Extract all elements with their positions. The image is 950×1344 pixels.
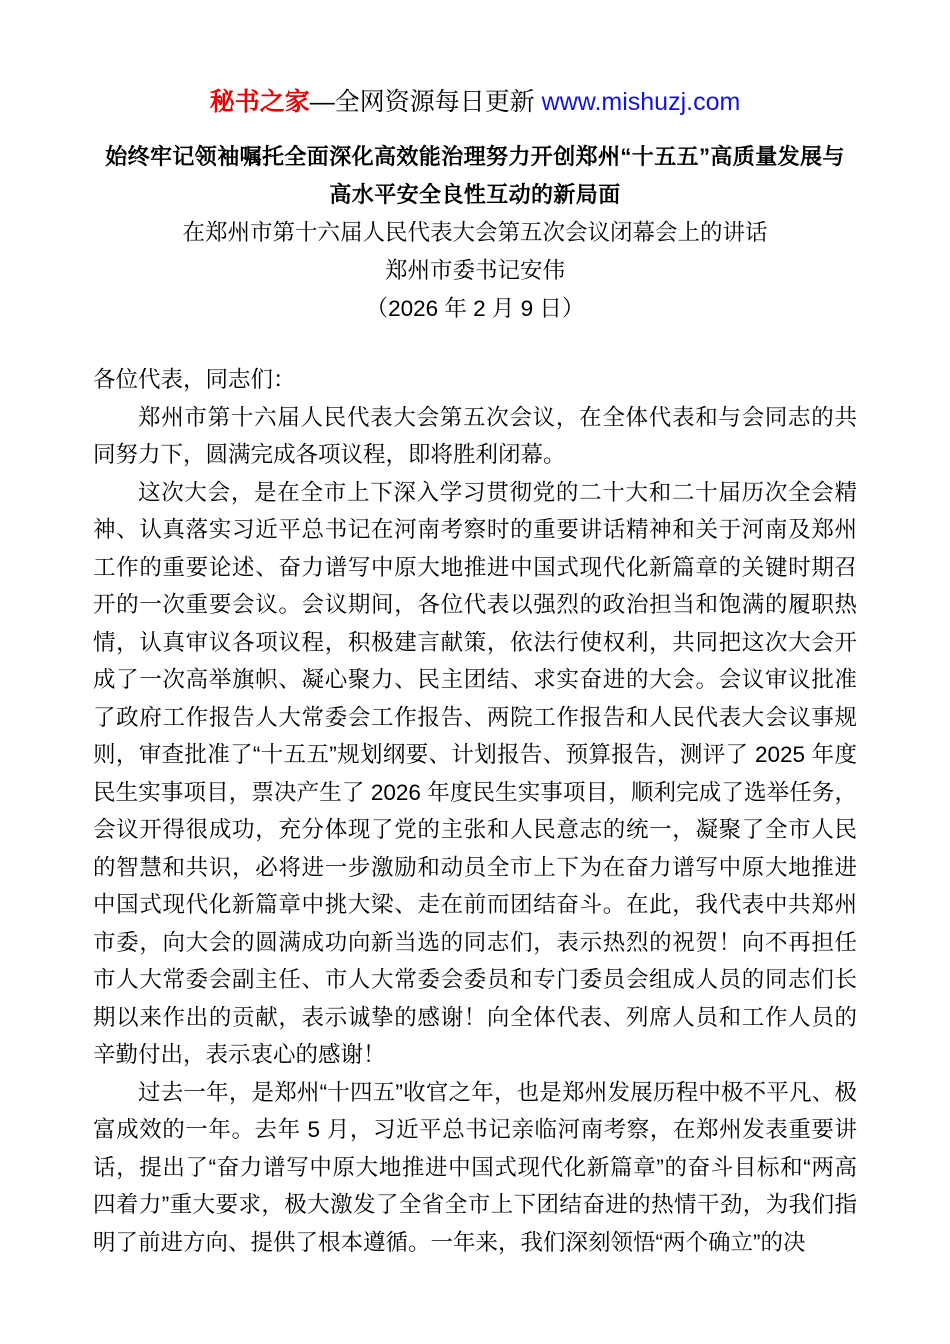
- site-brand: 秘书之家: [209, 88, 310, 116]
- document-body: [93, 361, 857, 1261]
- document-subtitle: 在郑州市第十六届人民代表大会第五次会议闭幕会上的讲话: [182, 220, 768, 245]
- document-date: （2026 年 2 月 9 日）: [365, 296, 585, 321]
- document-title-line-1: 始终牢记领袖嘱托全面深化高效能治理努力开创郑州“十五五”高质量发展与: [105, 144, 845, 169]
- site-url-link[interactable]: www.mishuzj.com: [541, 88, 741, 116]
- body-paragraph-1: 郑州市第十六届人民代表大会第五次会议，在全体代表和与会同志的共同努力下，圆满完成各项议程，即将胜利闭幕。: [93, 404, 857, 467]
- body-paragraph-2: 这次大会，是在全市上下深入学习贯彻党的二十大和二十届历次全会精神、认真落实习近平总书记在河南考察时的重要讲话精神和关于河南及郑州工作的重要论述、奋力谱写中原大地推进中国式现代化新篇章的关键时期召开的一次重要会议。会议期间，各位代表以强烈的政治担当和饱满的履职热情，认真审议各项议程，积极建言献策，依法行使权利，共同把这次大会开成了一次高举旗帜、凝心聚力、民主团结、求实奋进的大会。会议审议批准了政府工作报告人大常委会工作报告、两院工作报告和人民代表大会议事规则，审查批准了“十五五”规划纲要、计划报告、预算报告，测评了 2025 年度民生实事项目，票决产生了 2026 年度民生实事项目，顺利完成了选举任务，会议开得很成功，充分体现了党的主张和人民意志的统一，凝聚了全市人民的智慧和共识，必将进一步激励和动员全市上下为在奋力谱写中原大地推进中国式现代化新篇章中挑大梁、走在前而团结奋斗。在此，我代表中共郑州市委，向大会的圆满成功向新当选的同志们，表示热烈的祝贺！向不再担任市人大常委会副主任、市人大常委会委员和专门委员会组成人员的同志们长期以来作出的贡献，表示诚挚的感谢！向全体代表、列席人员和工作人员的辛勤付出，表示衷心的感谢！: [93, 479, 857, 1067]
- document-author: 郑州市委书记安伟: [384, 258, 565, 283]
- body-paragraph-3: 过去一年，是郑州“十四五”收官之年，也是郑州发展历程中极不平凡、极富成效的一年。去年 5 月，习近平总书记亲临河南考察，在郑州发表重要讲话，提出了“奋力谱写中原大地推进中国式现代化新篇章”的奋斗目标和“两高四着力”重大要求，极大激发了全省全市上下团结奋进的热情干劲，为我们指明了前进方向、提供了根本遵循。一年来，我们深刻领悟“两个确立”的决: [93, 1079, 857, 1255]
- salutation: 各位代表，同志们：: [93, 367, 296, 392]
- site-tagline: —全网资源每日更新: [309, 88, 542, 116]
- site-header: [93, 86, 857, 118]
- document-title-line-2: 高水平安全良性互动的新局面: [329, 182, 621, 207]
- document-title: [93, 138, 857, 214]
